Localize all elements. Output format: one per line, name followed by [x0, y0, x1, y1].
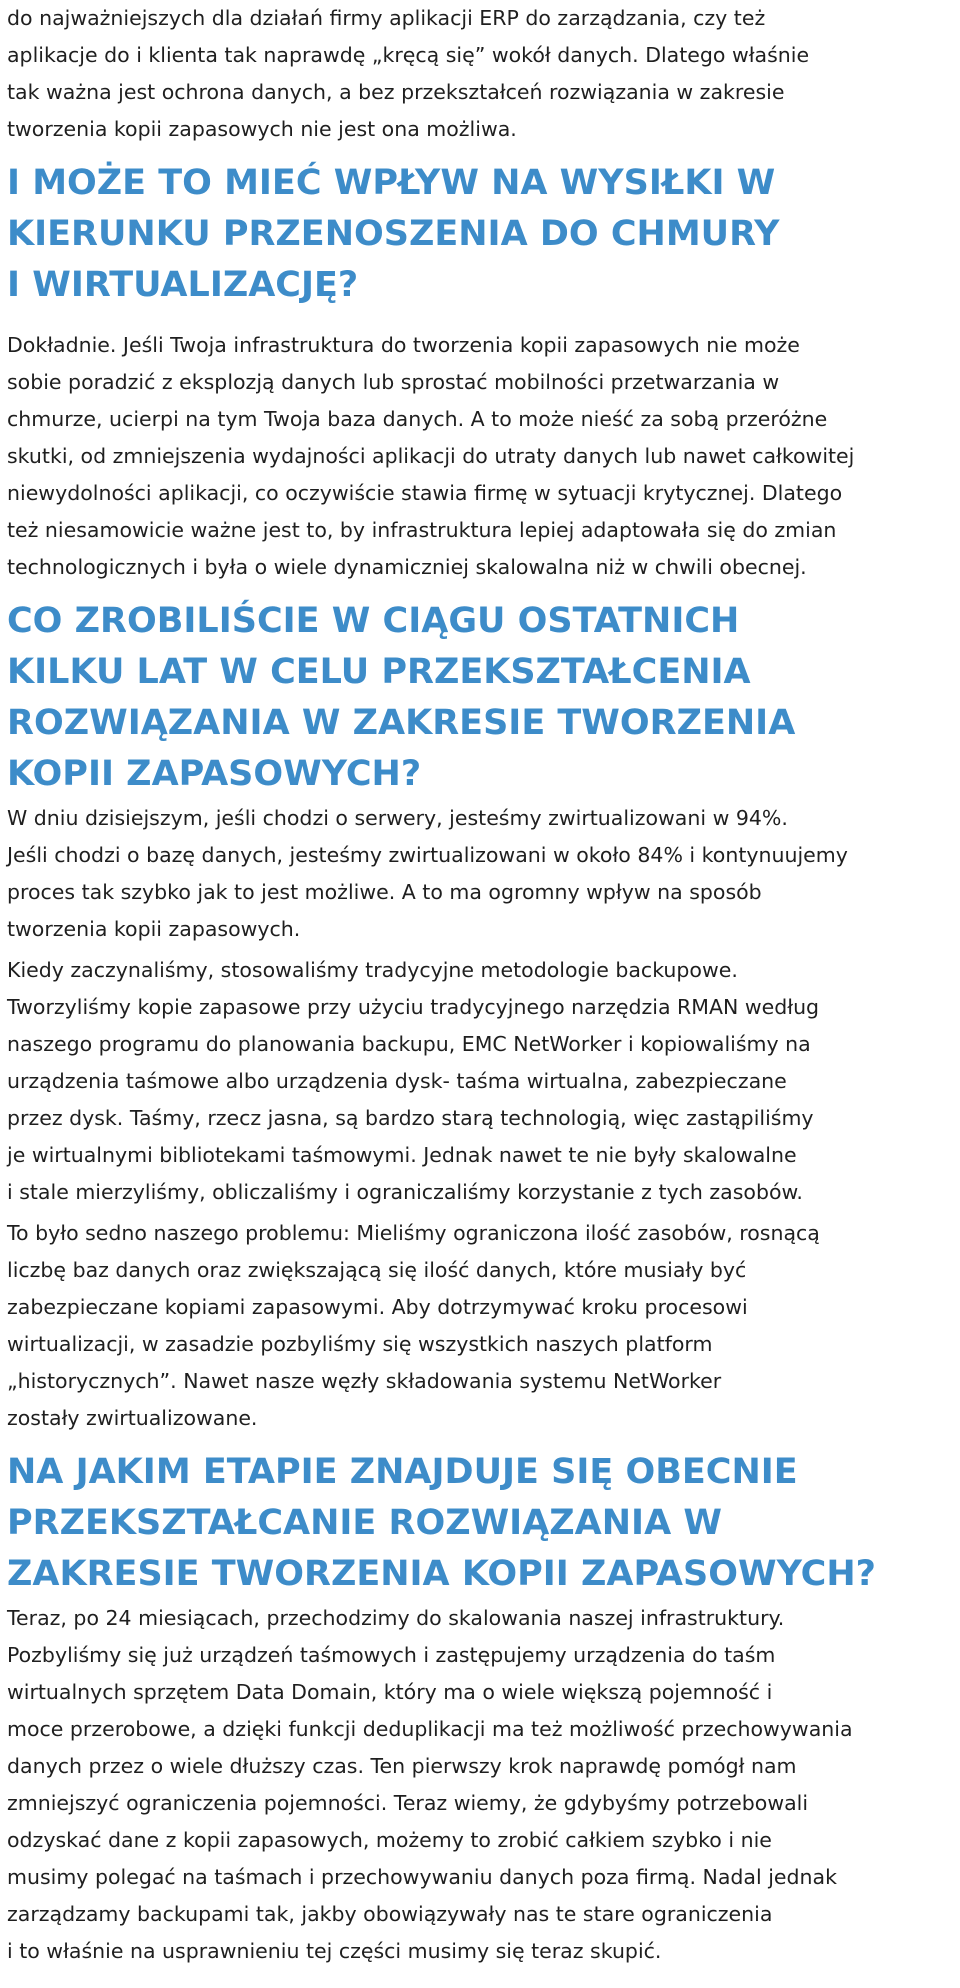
text-line: aplikacje do i klienta tak naprawdę „kręcą się” wokół danych. Dlatego właśnie: [7, 43, 810, 67]
paragraph-answer-2: [7, 800, 960, 948]
text-line: musimy polegać na taśmach i przechowywaniu danych poza firmą. Nadal jednak: [7, 1865, 837, 1889]
text-line: urządzenia taśmowe albo urządzenia dysk- taśma wirtualna, zabezpieczane: [7, 1069, 787, 1093]
text-line: do najważniejszych dla działań firmy aplikacji ERP do zarządzania, czy też: [7, 6, 766, 30]
section-heading-cloud-virtualization: [7, 158, 960, 311]
text-line: je wirtualnymi bibliotekami taśmowymi. Jednak nawet te nie były skalowalne: [7, 1143, 797, 1167]
heading-line: ZAKRESIE TWORZENIA KOPII ZAPASOWYCH?: [7, 1554, 876, 1594]
heading-line: NA JAKIM ETAPIE ZNAJDUJE SIĘ OBECNIE: [7, 1452, 798, 1492]
text-line: zmniejszyć ograniczenia pojemności. Teraz wiemy, że gdybyśmy potrzebowali: [7, 1791, 809, 1815]
text-line: moce przerobowe, a dzięki funkcji deduplikacji ma też możliwość przechowywania: [7, 1717, 853, 1741]
paragraph-intro: [7, 0, 960, 148]
text-line: zostały zwirtualizowane.: [7, 1406, 258, 1430]
heading-line: I MOŻE TO MIEĆ WPŁYW NA WYSIŁKI W: [7, 163, 776, 203]
text-line: liczbę baz danych oraz zwiększającą się ilość danych, które musiały być: [7, 1258, 747, 1282]
text-line: To było sedno naszego problemu: Mieliśmy ograniczona ilość zasobów, rosnącą: [7, 1221, 820, 1245]
heading-line: I WIRTUALIZACJĘ?: [7, 265, 359, 305]
text-line: Tworzyliśmy kopie zapasowe przy użyciu tradycyjnego narzędzia RMAN według: [7, 995, 820, 1019]
heading-line: CO ZROBILIŚCIE W CIĄGU OSTATNICH: [7, 601, 740, 641]
text-line: Kiedy zaczynaliśmy, stosowaliśmy tradycyjne metodologie backupowe.: [7, 958, 738, 982]
text-line: przez dysk. Taśmy, rzecz jasna, są bardzo starą technologią, więc zastąpiliśmy: [7, 1106, 814, 1130]
text-line: skutki, od zmniejszenia wydajności aplikacji do utraty danych lub nawet całkowitej: [7, 444, 855, 468]
paragraph-answer-5: [7, 1600, 960, 1970]
text-line: naszego programu do planowania backupu, EMC NetWorker i kopiowaliśmy na: [7, 1032, 811, 1056]
text-line: „historycznych”. Nawet nasze węzły składowania systemu NetWorker: [7, 1369, 722, 1393]
text-line: i to właśnie na usprawnieniu tej części musimy się teraz skupić.: [7, 1939, 662, 1963]
heading-line: KOPII ZAPASOWYCH?: [7, 754, 422, 794]
text-line: technologicznych i była o wiele dynamiczniej skalowalna niż w chwili obecnej.: [7, 555, 807, 579]
section-heading-current-stage: [7, 1447, 960, 1600]
text-line: tak ważna jest ochrona danych, a bez przekształceń rozwiązania w zakresie: [7, 80, 785, 104]
heading-line: KILKU LAT W CELU PRZEKSZTAŁCENIA: [7, 652, 751, 692]
text-line: tworzenia kopii zapasowych.: [7, 917, 301, 941]
text-line: niewydolności aplikacji, co oczywiście stawia firmę w sytuacji krytycznej. Dlatego: [7, 481, 843, 505]
text-line: tworzenia kopii zapasowych nie jest ona możliwa.: [7, 117, 517, 141]
text-line: sobie poradzić z eksplozją danych lub sprostać mobilności przetwarzania w: [7, 370, 780, 394]
text-line: proces tak szybko jak to jest możliwe. A to ma ogromny wpływ na sposób: [7, 880, 762, 904]
text-line: W dniu dzisiejszym, jeśli chodzi o serwery, jesteśmy zwirtualizowani w 94%.: [7, 806, 788, 830]
text-line: chmurze, ucierpi na tym Twoja baza danych. A to może nieść za sobą przeróżne: [7, 407, 828, 431]
text-line: wirtualizacji, w zasadzie pozbyliśmy się wszystkich naszych platform: [7, 1332, 713, 1356]
heading-line: KIERUNKU PRZENOSZENIA DO CHMURY: [7, 214, 780, 254]
paragraph-answer-1: [7, 327, 960, 586]
text-line: też niesamowicie ważne jest to, by infrastruktura lepiej adaptowała się do zmian: [7, 518, 837, 542]
text-line: danych przez o wiele dłuższy czas. Ten pierwszy krok naprawdę pomógł nam: [7, 1754, 797, 1778]
text-line: Jeśli chodzi o bazę danych, jesteśmy zwirtualizowani w około 84% i kontynuujemy: [7, 843, 848, 867]
heading-line: PRZEKSZTAŁCANIE ROZWIĄZANIA W: [7, 1503, 722, 1543]
text-line: i stale mierzyliśmy, obliczaliśmy i ograniczaliśmy korzystanie z tych zasobów.: [7, 1180, 803, 1204]
text-line: odzyskać dane z kopii zapasowych, możemy to zrobić całkiem szybko i nie: [7, 1828, 772, 1852]
text-line: Teraz, po 24 miesiącach, przechodzimy do skalowania naszej infrastruktury.: [7, 1606, 785, 1630]
text-line: zarządzamy backupami tak, jakby obowiązywały nas te stare ograniczenia: [7, 1902, 773, 1926]
text-line: zabezpieczane kopiami zapasowymi. Aby dotrzymywać kroku procesowi: [7, 1295, 748, 1319]
heading-line: ROZWIĄZANIA W ZAKRESIE TWORZENIA: [7, 703, 796, 743]
section-heading-backup-transformation: [7, 596, 960, 800]
text-line: Dokładnie. Jeśli Twoja infrastruktura do tworzenia kopii zapasowych nie może: [7, 333, 800, 357]
paragraph-answer-3: [7, 952, 960, 1211]
paragraph-answer-4: [7, 1215, 960, 1437]
text-line: wirtualnych sprzętem Data Domain, który ma o wiele większą pojemność i: [7, 1680, 773, 1704]
text-line: Pozbyliśmy się już urządzeń taśmowych i zastępujemy urządzenia do taśm: [7, 1643, 776, 1667]
